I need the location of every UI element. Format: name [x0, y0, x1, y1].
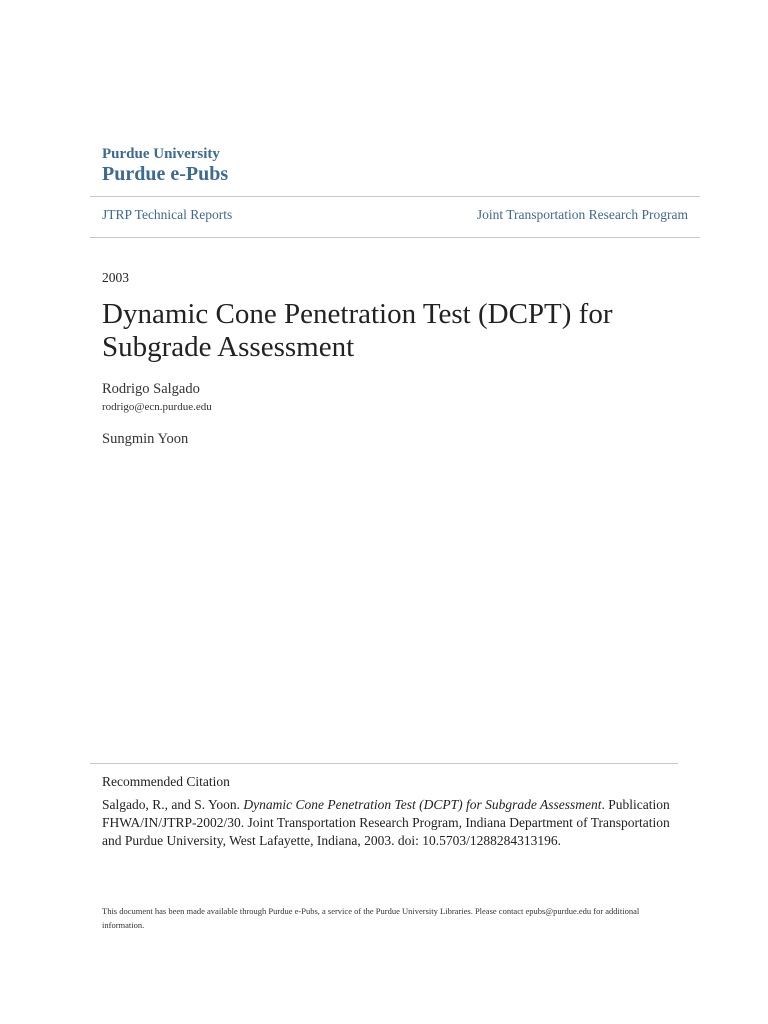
brand-block — [102, 145, 228, 185]
author-email-link[interactable]: rodrigo@ecn.purdue.edu — [102, 401, 212, 413]
series-link-jtrp-program[interactable]: Joint Transportation Research Program — [476, 207, 688, 222]
citation-title: Dynamic Cone Penetration Test (DCPT) for Subgrade Assessment — [243, 797, 602, 812]
series-link-jtrp-reports[interactable]: JTRP Technical Reports — [102, 207, 233, 222]
divider-bottom — [90, 237, 700, 238]
citation-prefix: Salgado, R., and S. Yoon. — [102, 797, 244, 812]
citation-heading: Recommended Citation — [102, 774, 230, 789]
divider-citation — [90, 763, 678, 764]
document-title: Dynamic Cone Penetration Test (DCPT) for Subgrade Assessment — [102, 298, 613, 363]
divider-top — [90, 196, 700, 197]
repository-link[interactable]: Purdue e-Pubs — [102, 163, 229, 185]
citation-text — [102, 796, 677, 850]
citation-suffix: . Publication FHWA/IN/JTRP-2002/30. Joint Transportation Research Program, Indiana Department of Transportation and Purdue University, West Lafayette, Indiana, 2003. doi: 10.5703/1288284313196. — [102, 797, 670, 848]
availability-note: This document has been made available through Purdue e-Pubs, a service of the Purdue University Libraries. Please contact epubs@purdue.edu for additional information. — [102, 906, 640, 930]
author-name: Sungmin Yoon — [102, 431, 189, 447]
publication-year: 2003 — [102, 270, 129, 285]
institution-name: Purdue University — [102, 146, 220, 162]
author-name: Rodrigo Salgado — [102, 381, 200, 397]
